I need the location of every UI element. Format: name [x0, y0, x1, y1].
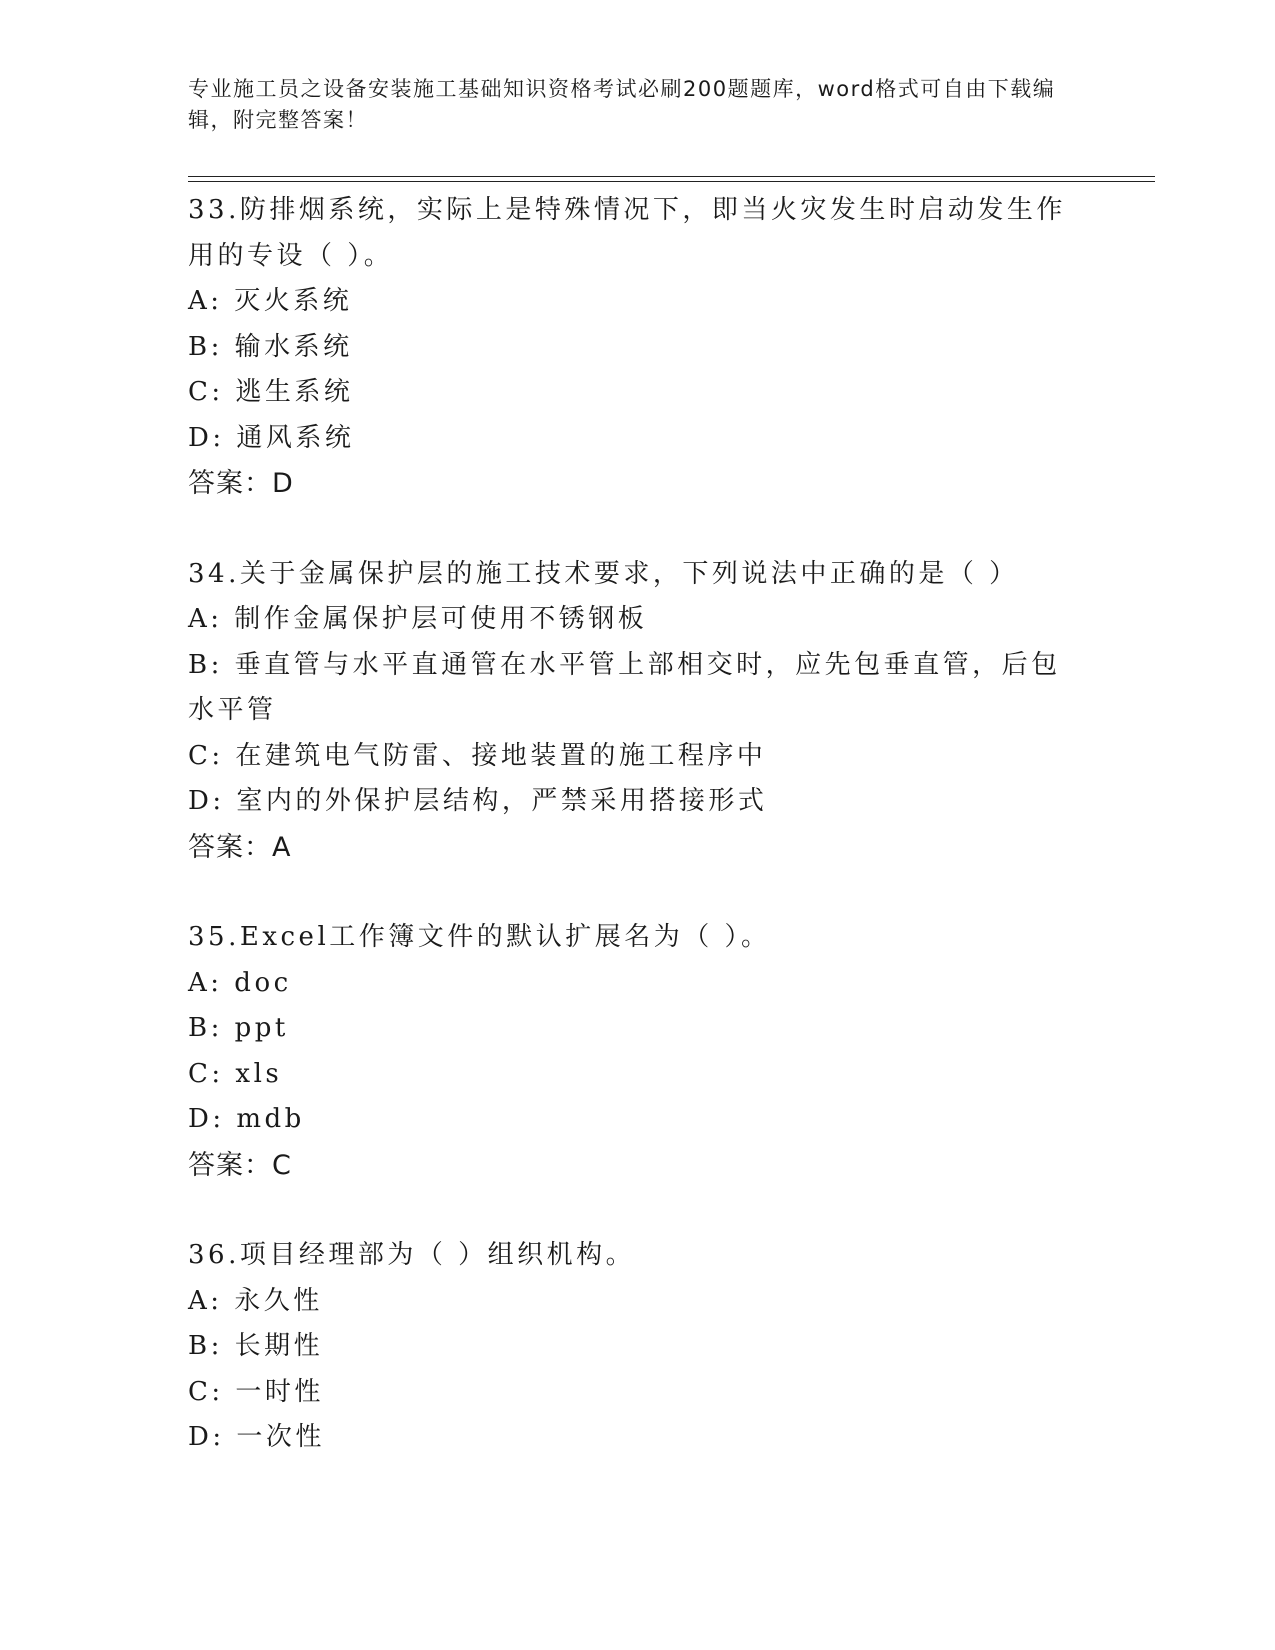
answer-label: 答案：C: [188, 1149, 292, 1181]
header-rule-bottom: [188, 181, 1155, 182]
option-d: D: 一次性: [188, 1422, 325, 1452]
option-b: B: 输水系统: [188, 331, 353, 362]
question-stem: 36.项目经理部为（ ）组织机构。: [188, 1240, 636, 1270]
option-c: C: 在建筑电气防雷、接地装置的施工程序中: [188, 740, 767, 771]
option-a: A: doc: [188, 967, 292, 998]
option-c: C: 一时性: [188, 1376, 324, 1407]
option-b: B: 长期性: [188, 1331, 324, 1361]
option-c: C: xls: [188, 1058, 283, 1089]
document-header: [188, 74, 1068, 136]
answer-label: 答案：D: [188, 468, 294, 499]
option-b: B: 垂直管与水平直通管在水平管上部相交时，应先包垂直管，后包水平管: [188, 649, 1061, 725]
question-stem: 34.关于金属保护层的施工技术要求，下列说法中正确的是（ ）: [188, 558, 1019, 589]
spacer: [188, 507, 1088, 552]
spacer: [188, 870, 1088, 915]
spacer: [188, 1188, 1088, 1233]
header-rule-top: [188, 176, 1155, 177]
option-d: D: 室内的外保护层结构，严禁采用搭接形式: [188, 786, 768, 816]
option-d: D: 通风系统: [188, 422, 355, 453]
option-a: A: 永久性: [188, 1285, 323, 1316]
answer-label: 答案：A: [188, 831, 292, 863]
question-35: [188, 915, 1088, 1188]
option-d: D: mdb: [188, 1104, 305, 1134]
option-c: C: 逃生系统: [188, 377, 354, 407]
document-title: 专业施工员之设备安装施工基础知识资格考试必刷200题题库，word格式可自由下载编辑，附完整答案！: [188, 77, 1056, 132]
option-a: A: 灭火系统: [188, 286, 353, 316]
question-stem: 33.防排烟系统，实际上是特殊情况下，即当火灾发生时启动发生作用的专设（ ）。: [188, 195, 1066, 271]
question-list: [188, 188, 1088, 1461]
question-33: [188, 188, 1088, 507]
option-a: A: 制作金属保护层可使用不锈钢板: [188, 604, 648, 634]
option-b: B: ppt: [188, 1013, 289, 1043]
question-34: [188, 552, 1088, 871]
question-36: [188, 1233, 1088, 1461]
question-stem: 35.Excel工作簿文件的默认扩展名为（ ）。: [188, 922, 771, 952]
